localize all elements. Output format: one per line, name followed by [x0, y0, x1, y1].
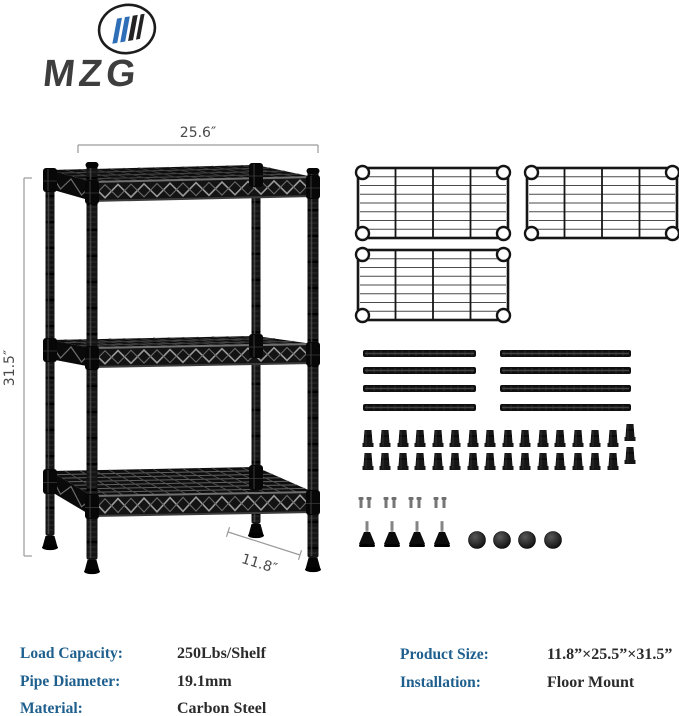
leveling-foot	[409, 521, 425, 547]
sleeve-clip	[398, 430, 409, 447]
pole-part	[363, 350, 476, 357]
height-dimension	[2, 178, 32, 556]
sleeve-clip	[538, 453, 549, 470]
sleeve-clip	[415, 430, 426, 447]
sleeve-clip	[433, 430, 444, 447]
shelf-panel-topview	[525, 166, 679, 240]
leveling-foot	[434, 521, 450, 547]
sleeve-clip	[398, 453, 409, 470]
brand-logo	[0, 0, 210, 100]
sleeve-clip	[503, 453, 514, 470]
sleeve-clip	[590, 453, 601, 470]
sleeve-clip	[625, 447, 636, 464]
sleeve-clip	[520, 430, 531, 447]
pole-part	[363, 367, 476, 374]
screw-set	[384, 497, 397, 508]
sleeve-clip	[468, 453, 479, 470]
end-cap	[469, 532, 486, 549]
sleeve-clip	[380, 430, 391, 447]
product-illustration	[0, 100, 345, 600]
sleeve-clip	[538, 430, 549, 447]
sleeve-clip	[590, 430, 601, 447]
sleeve-clip	[485, 453, 496, 470]
screw-set	[409, 497, 422, 508]
pole-part	[363, 385, 476, 392]
load-capacity-label: Load Capacity:	[20, 645, 123, 662]
sleeve-clip	[503, 430, 514, 447]
material-label: Material:	[20, 700, 83, 716]
pipe-diameter-value: 19.1mm	[177, 673, 232, 690]
sleeve-clip	[363, 430, 374, 447]
sleeve-clip	[485, 430, 496, 447]
sleeve-clip	[363, 453, 374, 470]
pole-part	[500, 385, 631, 392]
sleeve-clip	[468, 430, 479, 447]
mzg-logo-icon	[95, 1, 158, 58]
pole-part	[500, 350, 631, 357]
sleeve-clip	[415, 453, 426, 470]
pole-part	[500, 367, 631, 374]
brand-wordmark: MZG	[41, 53, 142, 95]
shelf-panel-topview	[356, 166, 510, 240]
product-size-label: Product Size:	[400, 646, 489, 663]
sleeve-clip	[450, 453, 461, 470]
screw-set	[359, 497, 372, 508]
installation-label: Installation:	[400, 674, 481, 691]
shelf-tiers	[43, 163, 313, 516]
sleeve-clip	[573, 430, 584, 447]
pole-part	[363, 404, 476, 411]
sleeve-clip	[433, 453, 444, 470]
width-dimension	[78, 125, 318, 153]
shelf-unit-drawing	[42, 162, 321, 574]
shelf-panel-topview	[356, 248, 510, 322]
sleeve-clip	[450, 430, 461, 447]
leveling-foot	[359, 521, 375, 547]
leveling-foot	[384, 521, 400, 547]
sleeve-clip	[520, 453, 531, 470]
sleeve-clip	[380, 453, 391, 470]
load-capacity-value: 250Lbs/Shelf	[177, 645, 266, 662]
pipe-diameter-label: Pipe Diameter:	[20, 673, 121, 690]
sleeve-clip	[555, 430, 566, 447]
depth-dimension	[227, 527, 302, 577]
product-size-value: 11.8”×25.5”×31.5”	[547, 646, 673, 663]
end-cap	[519, 532, 536, 549]
end-cap	[545, 532, 562, 549]
end-cap	[494, 532, 511, 549]
sleeve-clip	[608, 453, 619, 470]
material-value: Carbon Steel	[177, 700, 267, 716]
parts-diagram	[345, 155, 679, 565]
height-dimension-label: 31.5″	[2, 349, 18, 387]
width-dimension-label: 25.6″	[179, 125, 217, 141]
sleeve-clip	[608, 430, 619, 447]
depth-dimension-label: 11.8″	[239, 551, 279, 578]
sleeve-clip	[625, 424, 636, 441]
installation-value: Floor Mount	[547, 674, 635, 691]
pole-part	[500, 404, 631, 411]
screw-set	[434, 497, 447, 508]
sleeve-clip	[573, 453, 584, 470]
sleeve-clip	[555, 453, 566, 470]
